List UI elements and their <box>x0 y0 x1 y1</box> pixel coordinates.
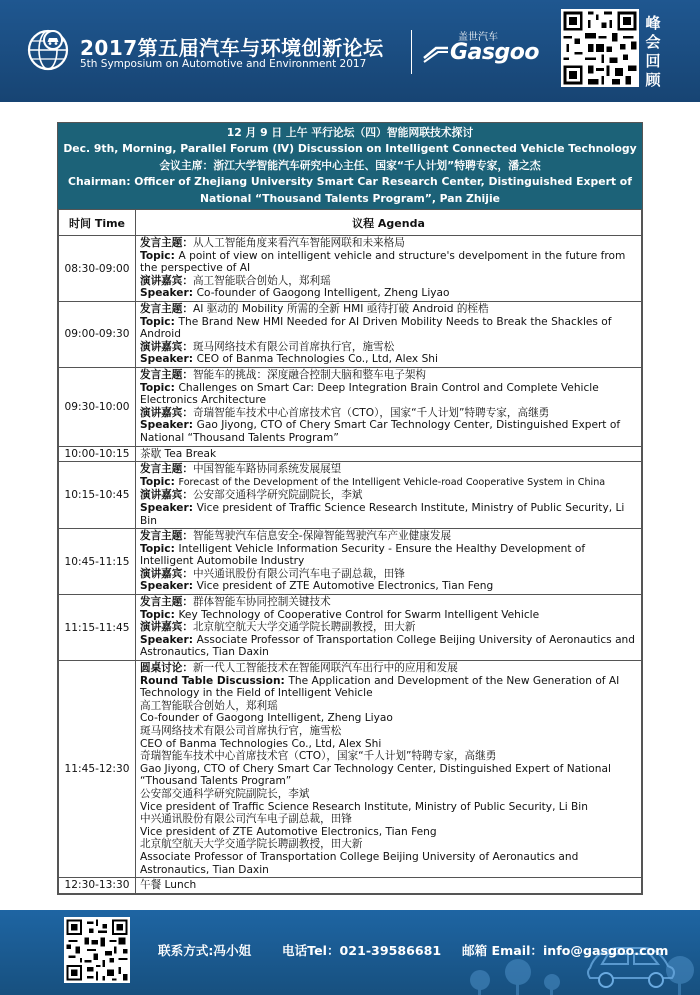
table-row <box>59 462 642 529</box>
agenda-line-text: Vice president of ZTE Automotive Electronics, Tian Feng <box>140 825 437 838</box>
agenda-line-label: Speaker: <box>140 633 197 646</box>
agenda-line-text: 午餐 Lunch <box>140 879 197 892</box>
agenda-line-text: Key Technology of Cooperative Control for Swarm Intelligent Vehicle <box>178 608 540 621</box>
agenda-line <box>140 580 637 593</box>
agenda-line-text: 智能驾驶汽车信息安全-保障智能驾驶汽车产业健康发展 <box>192 530 452 543</box>
agenda-line <box>140 463 637 476</box>
banner-chairman-en: Chairman: Officer of Zhejiang University Smart Car Research Center, Distinguished Expert of National “Thousand Talents Program”, Pan Zhijie <box>68 175 632 205</box>
session-agenda <box>136 595 642 661</box>
agenda-line-label: 发言主题： <box>140 463 193 476</box>
vertical-review-text <box>645 14 661 90</box>
agenda-line <box>140 303 637 316</box>
agenda-line <box>140 530 637 543</box>
agenda-line-text: The Application and Development of the New Generation of AI Technology in the Field of Intelligent Vehicle <box>140 674 620 700</box>
agenda-line-text: 群体智能车协同控制关键技术 <box>192 596 331 609</box>
agenda-line-text: 奇瑞智能车技术中心首席技术官（CTO），国家“千人计划”特聘专家，高继勇 <box>140 750 497 763</box>
agenda-line <box>140 851 637 876</box>
agenda-line-text: Co-founder of Gaogong Intelligent, Zheng Liyao <box>140 712 393 725</box>
agenda-table-container <box>57 122 643 895</box>
symposium-title-cn: 2017第五届汽车与环境创新论坛 <box>80 36 384 60</box>
session-agenda <box>136 367 642 446</box>
agenda-line-text: Challenges on Smart Car: Deep Integration Brain Control and Complete Vehicle Electronics Architecture <box>140 381 599 407</box>
agenda-line-label: 演讲嘉宾： <box>140 406 193 419</box>
agenda-line-label: Speaker: <box>140 580 197 593</box>
agenda-line <box>140 341 637 354</box>
page-header <box>0 0 700 102</box>
agenda-line-text: 中国智能车路协同系统发展展望 <box>192 463 342 476</box>
symposium-title-en: 5th Symposium on Automotive and Environment 2017 <box>80 58 367 70</box>
session-time: 10:00-10:15 <box>59 446 136 462</box>
agenda-line-label: 发言主题： <box>140 596 193 609</box>
agenda-line <box>140 712 637 725</box>
agenda-line-text: A point of view on intelligent vehicle and structure's develpoment in the future from the perspective of AI <box>140 249 626 275</box>
agenda-table <box>58 209 642 894</box>
agenda-line-text: Vice president of ZTE Automotive Electronics, Tian Feng <box>196 580 494 593</box>
table-row <box>59 529 642 595</box>
logo-mark-icon <box>422 44 450 64</box>
agenda-line-label: 发言主题： <box>140 530 193 543</box>
logo-text-cn: 盖世汽车 <box>458 32 498 43</box>
agenda-line-label: Round Table Discussion: <box>140 674 289 687</box>
agenda-line-text: Intelligent Vehicle Information Security - Ensure the Healthy Development of Intelligent Automobile Industry <box>140 542 586 568</box>
agenda-body <box>59 236 642 894</box>
agenda-line <box>140 419 637 444</box>
agenda-line <box>140 369 637 382</box>
agenda-line <box>140 568 637 581</box>
agenda-line <box>140 407 637 420</box>
session-time: 12:30-13:30 <box>59 878 136 894</box>
agenda-line <box>140 675 637 700</box>
agenda-line-text: Associate Professor of Transportation College Beijing University of Aeronautics and Astronautics, Tian Daxin <box>140 850 579 876</box>
agenda-line <box>140 813 637 826</box>
column-header-agenda: 议程 Agenda <box>136 210 642 236</box>
agenda-line <box>140 788 637 801</box>
table-row <box>59 878 642 894</box>
session-time: 10:45-11:15 <box>59 529 136 595</box>
session-time: 11:45-12:30 <box>59 661 136 878</box>
agenda-line <box>140 250 637 275</box>
agenda-line <box>140 763 637 788</box>
agenda-line-text: CEO of Banma Technologies Co., Ltd, Alex Shi <box>196 353 438 366</box>
agenda-line-text: Forecast of the Development of the Intelligent Vehicle-road Cooperative System in China <box>178 476 606 488</box>
vertical-char: 峰 <box>645 14 661 32</box>
agenda-line-label: Topic: <box>140 315 179 328</box>
agenda-line-label: 发言主题： <box>140 368 193 381</box>
globe-car-icon <box>26 28 70 72</box>
column-header-time: 时间 Time <box>59 210 136 236</box>
qr-code-icon <box>561 9 639 87</box>
contact-person: 联系方式:冯小姐 <box>158 943 252 958</box>
agenda-line-label: Topic: <box>140 542 179 555</box>
agenda-line-label: 演讲嘉宾： <box>140 621 193 634</box>
table-row <box>59 302 642 368</box>
agenda-line-label: Speaker: <box>140 353 197 366</box>
agenda-line <box>140 634 637 659</box>
agenda-line-text: CEO of Banma Technologies Co., Ltd, Alex Shi <box>140 737 382 750</box>
agenda-line-text: 斑马网络技术有限公司首席执行官，施雪松 <box>192 340 395 353</box>
agenda-line-label: 发言主题： <box>140 303 193 315</box>
agenda-line <box>140 489 637 502</box>
session-agenda <box>136 529 642 595</box>
agenda-line <box>140 275 637 288</box>
agenda-line-text: 智能车的挑战：深度融合控制大脑和整车电子架构 <box>192 368 427 381</box>
session-agenda <box>136 236 642 302</box>
vertical-char: 会 <box>645 33 661 51</box>
agenda-line <box>140 609 637 622</box>
agenda-line <box>140 621 637 634</box>
vertical-char: 回 <box>645 52 661 70</box>
agenda-line-label: 圆桌讨论： <box>140 662 193 675</box>
agenda-line <box>140 738 637 751</box>
agenda-line-text: 高工智能联合创始人，郑利瑶 <box>192 274 331 287</box>
agenda-line <box>140 543 637 568</box>
agenda-line-text: 北京航空航天大学交通学院长聘副教授，田大新 <box>140 838 363 851</box>
agenda-line <box>140 662 637 675</box>
agenda-line-label: 演讲嘉宾： <box>140 340 193 353</box>
agenda-line-text: 公安部交通科学研究院副院长，李斌 <box>192 489 363 502</box>
table-row <box>59 236 642 302</box>
agenda-line-label: Topic: <box>140 381 179 394</box>
agenda-line-text: 高工智能联合创始人，郑利瑶 <box>140 699 278 712</box>
session-agenda <box>136 878 642 894</box>
header-divider <box>411 30 412 74</box>
agenda-line <box>140 801 637 814</box>
agenda-line-label: Speaker: <box>140 501 197 514</box>
agenda-line <box>140 826 637 839</box>
agenda-line-text: Co-founder of Gaogong Intelligent, Zheng Liyao <box>196 287 450 300</box>
table-row <box>59 446 642 462</box>
agenda-line <box>140 353 637 366</box>
contact-info <box>158 940 668 959</box>
agenda-line <box>140 316 637 341</box>
banner-date-en: Dec. 9th, Morning, Parallel Forum (Ⅳ) Discussion on Intelligent Connected Vehicle Technology <box>63 142 637 156</box>
vertical-char: 顾 <box>645 71 661 89</box>
agenda-line-text: 公安部交通科学研究院副院长，李斌 <box>140 787 310 800</box>
session-time: 10:15-10:45 <box>59 462 136 529</box>
agenda-line-label: 演讲嘉宾： <box>140 567 193 580</box>
agenda-line-text: Associate Professor of Transportation College Beijing University of Aeronautics and Astronautics, Tian Daxin <box>140 633 635 659</box>
table-row <box>59 595 642 661</box>
agenda-line <box>140 287 637 300</box>
agenda-line <box>140 725 637 738</box>
agenda-line-text: Vice president of Traffic Science Research Institute, Ministry of Public Security, Li Bin <box>140 501 625 527</box>
agenda-line <box>140 596 637 609</box>
agenda-line-text: The Brand New HMI Needed for AI Driven Mobility Needs to Break the Shackles of Android <box>140 315 612 341</box>
table-row <box>59 367 642 446</box>
agenda-line <box>140 448 637 461</box>
agenda-line-label: Topic: <box>140 249 179 262</box>
agenda-line <box>140 382 637 407</box>
agenda-line <box>140 750 637 763</box>
session-agenda <box>136 462 642 529</box>
agenda-line-text: 中兴通讯股份有限公司汽车电子副总裁，田锋 <box>192 567 405 580</box>
agenda-line-label: Speaker: <box>140 419 197 432</box>
agenda-line-text: 中兴通讯股份有限公司汽车电子副总裁，田锋 <box>140 813 352 826</box>
agenda-line-text: 奇瑞智能车技术中心首席技术官（CTO），国家“千人计划”特聘专家，高继勇 <box>192 406 550 419</box>
agenda-line-text: Gao Jiyong, CTO of Chery Smart Car Technology Center, Distinguished Expert of National “Thousand Talents Program” <box>140 419 621 444</box>
agenda-line-label: 演讲嘉宾： <box>140 274 193 287</box>
agenda-line-label: Speaker: <box>140 287 197 300</box>
table-row <box>59 661 642 878</box>
agenda-line <box>140 237 637 250</box>
session-time: 09:30-10:00 <box>59 367 136 446</box>
agenda-line-label: 发言主题： <box>140 237 193 250</box>
agenda-line-text: 斑马网络技术有限公司首席执行官，施雪松 <box>140 725 342 737</box>
agenda-line-text: 新一代人工智能技术在智能网联汽车出行中的应用和发展 <box>192 662 458 675</box>
session-time: 11:15-11:45 <box>59 595 136 661</box>
agenda-line-text: 茶歇 Tea Break <box>140 447 217 460</box>
agenda-line-text: Gao Jiyong, CTO of Chery Smart Car Technology Center, Distinguished Expert of National “Thousand Talents Program” <box>140 762 611 788</box>
agenda-line <box>140 838 637 851</box>
forum-banner <box>58 123 642 209</box>
agenda-line-text: 从人工智能角度来看汽车智能网联和未来格局 <box>192 237 405 250</box>
banner-date-cn: 12 月 9 日 上午 平行论坛（四）智能网联技术探讨 <box>226 126 474 139</box>
qr-code-icon <box>64 917 130 983</box>
session-agenda <box>136 446 642 462</box>
agenda-line-text: 北京航空航天大学交通学院长聘副教授，田大新 <box>192 621 416 634</box>
agenda-line-label: Topic: <box>140 475 179 488</box>
agenda-line-text: Vice president of Traffic Science Research Institute, Ministry of Public Security, Li Bin <box>140 800 588 813</box>
agenda-line <box>140 879 637 892</box>
session-time: 08:30-09:00 <box>59 236 136 302</box>
banner-chairman-cn: 会议主席：浙江大学智能汽车研究中心主任、国家“千人计划”特聘专家，潘之杰 <box>159 158 541 172</box>
table-header-row <box>59 210 642 236</box>
agenda-line-label: Topic: <box>140 608 179 621</box>
session-time: 09:00-09:30 <box>59 302 136 368</box>
agenda-line <box>140 700 637 713</box>
gasgoo-logo <box>420 28 539 74</box>
agenda-line-label: 演讲嘉宾： <box>140 489 193 502</box>
agenda-line-text: AI 驱动的 Mobility 所需的全新 HMI 亟待打破 Android 的桎梏 <box>192 303 489 315</box>
session-agenda <box>136 302 642 368</box>
contact-email: 邮箱 Email：info@gasgoo.com <box>461 943 669 958</box>
logo-text-en: Gasgoo <box>450 40 539 65</box>
agenda-line <box>140 476 637 490</box>
session-agenda <box>136 661 642 878</box>
contact-phone: 电话Tel：021-39586681 <box>281 943 442 958</box>
agenda-line <box>140 502 637 527</box>
